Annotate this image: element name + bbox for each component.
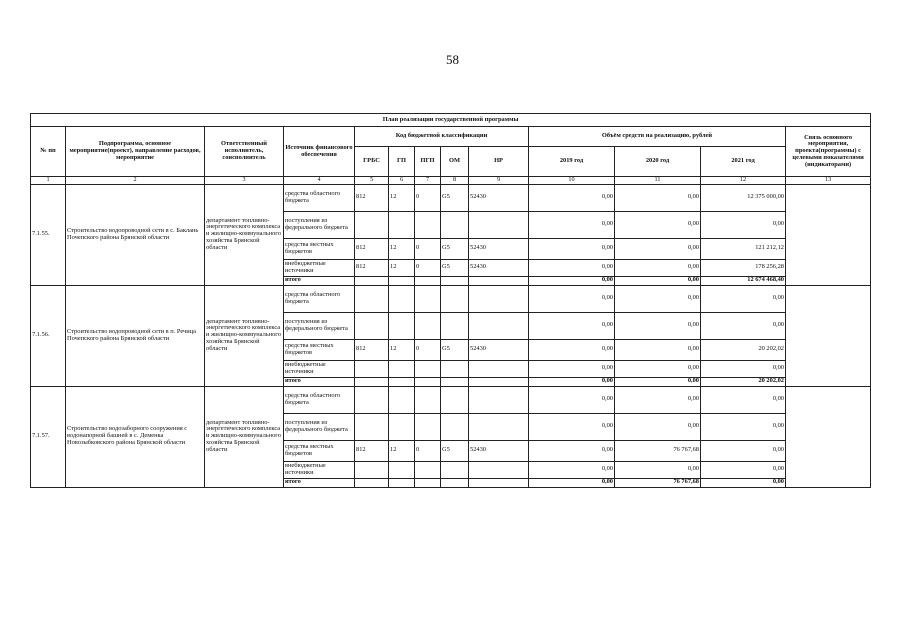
total-2021: 12 674 468,40 bbox=[701, 276, 786, 285]
column-number: 13 bbox=[786, 177, 871, 185]
amount-2019: 0,00 bbox=[529, 386, 615, 413]
amount-2021: 0,00 bbox=[701, 360, 786, 377]
code-om: G5 bbox=[441, 440, 469, 461]
amount-2021: 0,00 bbox=[701, 461, 786, 478]
header-link: Связь основного мероприятия, проекта(программы) с целевыми показателями (индикаторами) bbox=[786, 127, 871, 177]
amount-2021: 0,00 bbox=[701, 312, 786, 339]
code-grbs bbox=[355, 276, 389, 285]
item-name: Строительство водопроводной сети в п. Речица Почепского района Брянской области bbox=[66, 285, 205, 386]
code-gp bbox=[389, 386, 415, 413]
code-om bbox=[441, 360, 469, 377]
amount-2020: 0,00 bbox=[615, 211, 701, 238]
code-gp bbox=[389, 360, 415, 377]
code-pgp: 0 bbox=[415, 259, 441, 276]
code-gp bbox=[389, 461, 415, 478]
column-number: 5 bbox=[355, 177, 389, 185]
amount-2019: 0,00 bbox=[529, 360, 615, 377]
total-2021: 20 202,02 bbox=[701, 377, 786, 386]
amount-2021: 20 202,02 bbox=[701, 339, 786, 360]
code-om: G5 bbox=[441, 238, 469, 259]
indicator-link bbox=[786, 184, 871, 285]
code-om bbox=[441, 276, 469, 285]
amount-2019: 0,00 bbox=[529, 440, 615, 461]
code-grbs bbox=[355, 377, 389, 386]
code-gp bbox=[389, 211, 415, 238]
item-number: 7.1.57. bbox=[31, 386, 66, 487]
code-grbs bbox=[355, 461, 389, 478]
code-om bbox=[441, 285, 469, 312]
table-title: План реализации государственной программы bbox=[31, 114, 871, 127]
amount-2020: 0,00 bbox=[615, 339, 701, 360]
header-pgp: ПГП bbox=[415, 147, 441, 177]
code-np bbox=[469, 285, 529, 312]
column-number: 8 bbox=[441, 177, 469, 185]
total-2019: 0,00 bbox=[529, 276, 615, 285]
amount-2021: 0,00 bbox=[701, 211, 786, 238]
amount-2020: 0,00 bbox=[615, 312, 701, 339]
funding-source: внебюджетные источники bbox=[284, 259, 355, 276]
code-np bbox=[469, 211, 529, 238]
header-grbs: ГРБС bbox=[355, 147, 389, 177]
header-name: Подпрограмма, основное мероприятие(проект), направление расходов, мероприятие bbox=[66, 127, 205, 177]
code-pgp bbox=[415, 461, 441, 478]
code-pgp bbox=[415, 413, 441, 440]
amount-2020: 0,00 bbox=[615, 285, 701, 312]
code-grbs: 812 bbox=[355, 440, 389, 461]
code-grbs bbox=[355, 413, 389, 440]
amount-2021: 12 375 000,00 bbox=[701, 184, 786, 211]
code-np: 52430 bbox=[469, 238, 529, 259]
total-2021: 0,00 bbox=[701, 478, 786, 487]
table-row bbox=[31, 386, 871, 413]
total-2020: 76 767,68 bbox=[615, 478, 701, 487]
header-2019: 2019 год bbox=[529, 147, 615, 177]
amount-2019: 0,00 bbox=[529, 285, 615, 312]
code-gp bbox=[389, 478, 415, 487]
code-grbs: 812 bbox=[355, 339, 389, 360]
amount-2019: 0,00 bbox=[529, 339, 615, 360]
amount-2019: 0,00 bbox=[529, 184, 615, 211]
amount-2021: 0,00 bbox=[701, 285, 786, 312]
page-number: 58 bbox=[446, 52, 459, 67]
code-pgp bbox=[415, 276, 441, 285]
code-pgp: 0 bbox=[415, 184, 441, 211]
code-grbs: 812 bbox=[355, 259, 389, 276]
code-grbs bbox=[355, 386, 389, 413]
code-np: 52430 bbox=[469, 259, 529, 276]
column-number-row bbox=[31, 177, 871, 185]
funding-source: средства местных бюджетов bbox=[284, 339, 355, 360]
code-np bbox=[469, 377, 529, 386]
code-gp bbox=[389, 312, 415, 339]
table-row bbox=[31, 184, 871, 211]
header-2021: 2021 год bbox=[701, 147, 786, 177]
code-np: 52430 bbox=[469, 339, 529, 360]
header-om: ОМ bbox=[441, 147, 469, 177]
item-name: Строительство водозаборного сооружения с водонапорной башней в с. Деменка Новозыбковского района Брянской области bbox=[66, 386, 205, 487]
amount-2021: 0,00 bbox=[701, 413, 786, 440]
code-gp: 12 bbox=[389, 440, 415, 461]
code-om bbox=[441, 211, 469, 238]
amount-2019: 0,00 bbox=[529, 312, 615, 339]
funding-source: средства местных бюджетов bbox=[284, 238, 355, 259]
funding-source: внебюджетные источники bbox=[284, 461, 355, 478]
header-volume: Объём средств на реализацию, рублей bbox=[529, 127, 786, 147]
amount-2019: 0,00 bbox=[529, 461, 615, 478]
code-np bbox=[469, 386, 529, 413]
header-responsible: Ответственный исполнитель, соисполнитель bbox=[205, 127, 284, 177]
code-gp: 12 bbox=[389, 184, 415, 211]
column-number: 12 bbox=[701, 177, 786, 185]
code-om bbox=[441, 413, 469, 440]
code-pgp bbox=[415, 360, 441, 377]
amount-2021: 0,00 bbox=[701, 386, 786, 413]
header-gp: ГП bbox=[389, 147, 415, 177]
code-pgp: 0 bbox=[415, 440, 441, 461]
code-gp bbox=[389, 285, 415, 312]
total-label: итого bbox=[284, 478, 355, 487]
code-grbs: 812 bbox=[355, 184, 389, 211]
code-np bbox=[469, 413, 529, 440]
code-om: G5 bbox=[441, 184, 469, 211]
item-number: 7.1.55. bbox=[31, 184, 66, 285]
code-pgp: 0 bbox=[415, 238, 441, 259]
column-number: 10 bbox=[529, 177, 615, 185]
item-name: Строительство водопроводной сети в с. Баклань Почепского района Брянской области bbox=[66, 184, 205, 285]
code-np bbox=[469, 461, 529, 478]
code-om bbox=[441, 478, 469, 487]
amount-2020: 0,00 bbox=[615, 184, 701, 211]
header-num: № пп bbox=[31, 127, 66, 177]
column-number: 6 bbox=[389, 177, 415, 185]
code-gp: 12 bbox=[389, 238, 415, 259]
program-plan-table bbox=[30, 113, 871, 488]
code-np: 52430 bbox=[469, 184, 529, 211]
total-label: итого bbox=[284, 276, 355, 285]
code-np bbox=[469, 312, 529, 339]
code-grbs bbox=[355, 360, 389, 377]
funding-source: поступления из федерального бюджета bbox=[284, 211, 355, 238]
funding-source: средства областного бюджета bbox=[284, 386, 355, 413]
funding-source: поступления из федерального бюджета bbox=[284, 312, 355, 339]
code-om bbox=[441, 386, 469, 413]
code-pgp bbox=[415, 312, 441, 339]
amount-2019: 0,00 bbox=[529, 259, 615, 276]
amount-2020: 0,00 bbox=[615, 461, 701, 478]
code-gp: 12 bbox=[389, 339, 415, 360]
code-om: G5 bbox=[441, 259, 469, 276]
code-om bbox=[441, 377, 469, 386]
item-responsible: департамент топливно-энергетического комплекса и жилищно-коммунального хозяйства Брянской области bbox=[205, 386, 284, 487]
column-number: 7 bbox=[415, 177, 441, 185]
code-np: 52430 bbox=[469, 440, 529, 461]
column-number: 4 bbox=[284, 177, 355, 185]
amount-2019: 0,00 bbox=[529, 238, 615, 259]
total-2020: 0,00 bbox=[615, 276, 701, 285]
code-grbs bbox=[355, 478, 389, 487]
code-gp bbox=[389, 413, 415, 440]
code-np bbox=[469, 276, 529, 285]
code-pgp bbox=[415, 211, 441, 238]
amount-2021: 178 256,28 bbox=[701, 259, 786, 276]
code-grbs bbox=[355, 211, 389, 238]
column-number: 3 bbox=[205, 177, 284, 185]
amount-2020: 0,00 bbox=[615, 259, 701, 276]
code-grbs bbox=[355, 312, 389, 339]
amount-2021: 121 212,12 bbox=[701, 238, 786, 259]
amount-2020: 0,00 bbox=[615, 413, 701, 440]
header-budget-code: Код бюджетной классификации bbox=[355, 127, 529, 147]
header-2020: 2020 год bbox=[615, 147, 701, 177]
total-2019: 0,00 bbox=[529, 377, 615, 386]
indicator-link bbox=[786, 285, 871, 386]
code-pgp: 0 bbox=[415, 339, 441, 360]
code-om: G5 bbox=[441, 339, 469, 360]
code-gp bbox=[389, 377, 415, 386]
total-2020: 0,00 bbox=[615, 377, 701, 386]
code-np bbox=[469, 360, 529, 377]
code-om bbox=[441, 461, 469, 478]
column-number: 2 bbox=[66, 177, 205, 185]
code-pgp bbox=[415, 285, 441, 312]
header-source: Источник финансового обеспечения bbox=[284, 127, 355, 177]
item-responsible: департамент топливно-энергетического комплекса и жилищно-коммунального хозяйства Брянской области bbox=[205, 184, 284, 285]
amount-2019: 0,00 bbox=[529, 211, 615, 238]
code-gp bbox=[389, 276, 415, 285]
code-pgp bbox=[415, 377, 441, 386]
header-np: НР bbox=[469, 147, 529, 177]
column-number: 1 bbox=[31, 177, 66, 185]
funding-source: поступления из федерального бюджета bbox=[284, 413, 355, 440]
item-responsible: департамент топливно-энергетического комплекса и жилищно-коммунального хозяйства Брянской области bbox=[205, 285, 284, 386]
table-row bbox=[31, 285, 871, 312]
code-np bbox=[469, 478, 529, 487]
total-label: итого bbox=[284, 377, 355, 386]
funding-source: средства областного бюджета bbox=[284, 184, 355, 211]
total-2019: 0,00 bbox=[529, 478, 615, 487]
code-om bbox=[441, 312, 469, 339]
column-number: 11 bbox=[615, 177, 701, 185]
funding-source: средства областного бюджета bbox=[284, 285, 355, 312]
funding-source: средства местных бюджетов bbox=[284, 440, 355, 461]
amount-2020: 0,00 bbox=[615, 360, 701, 377]
code-grbs: 812 bbox=[355, 238, 389, 259]
item-number: 7.1.56. bbox=[31, 285, 66, 386]
code-pgp bbox=[415, 386, 441, 413]
amount-2021: 0,00 bbox=[701, 440, 786, 461]
code-grbs bbox=[355, 285, 389, 312]
indicator-link bbox=[786, 386, 871, 487]
amount-2020: 0,00 bbox=[615, 386, 701, 413]
amount-2019: 0,00 bbox=[529, 413, 615, 440]
amount-2020: 76 767,68 bbox=[615, 440, 701, 461]
column-number: 9 bbox=[469, 177, 529, 185]
code-pgp bbox=[415, 478, 441, 487]
funding-source: внебюджетные источники bbox=[284, 360, 355, 377]
amount-2020: 0,00 bbox=[615, 238, 701, 259]
code-gp: 12 bbox=[389, 259, 415, 276]
